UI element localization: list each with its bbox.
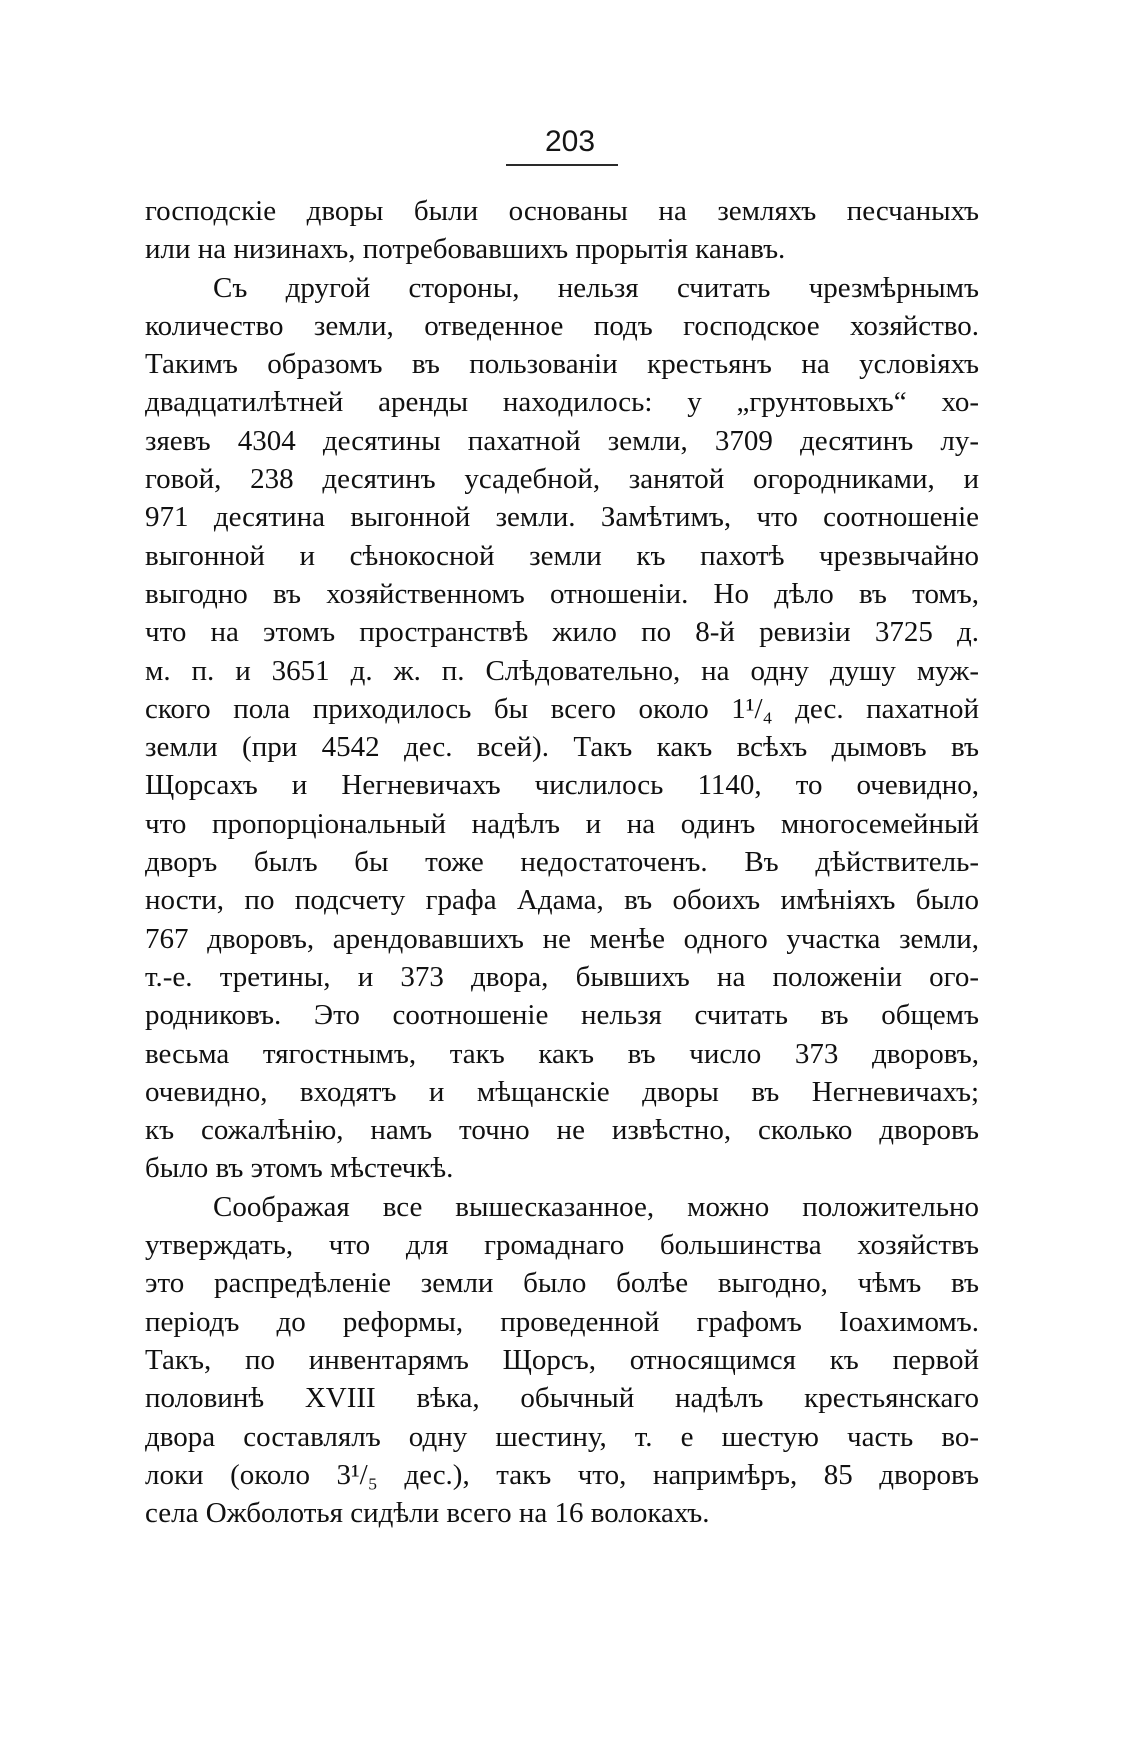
text-line: количество земли, отведенное подъ господское хозяйство. bbox=[145, 309, 979, 342]
text-line: Съ другой стороны, нельзя считать чрезмѣрнымъ bbox=[213, 271, 979, 304]
text-line: т.-е. третины, и 373 двора, бывшихъ на положеніи ого- bbox=[145, 960, 979, 993]
text-line: что на этомъ пространствѣ жило по 8-й ревизіи 3725 д. bbox=[145, 616, 979, 649]
text-line: Щорсахъ и Негневичахъ числилось 1140, то очевидно, bbox=[145, 769, 979, 802]
text-line: села Ожболотья сидѣли всего на 16 волокахъ. bbox=[145, 1497, 710, 1530]
text-line: половинѣ XVIII вѣка, обычный надѣлъ крестьянскаго bbox=[145, 1382, 979, 1415]
text-line: періодъ до реформы, проведенной графомъ Іоахимомъ. bbox=[145, 1305, 979, 1338]
text-line: Соображая все вышесказанное, можно положительно bbox=[213, 1190, 979, 1223]
text-line: было въ этомъ мѣстечкѣ. bbox=[145, 1152, 454, 1185]
text-line: 767 дворовъ, арендовавшихъ не менѣе одного участка земли, bbox=[145, 922, 979, 955]
text-line: Такимъ образомъ въ пользованіи крестьянъ на условіяхъ bbox=[145, 348, 979, 381]
text-line: или на низинахъ, потребовавшихъ прорытія канавъ. bbox=[145, 233, 786, 266]
text-line: ского пола приходилось бы всего около 1¹/₄ дес. пахатной bbox=[145, 692, 979, 725]
body-text bbox=[145, 192, 979, 1532]
text-line: весьма тягостнымъ, такъ какъ въ число 373 дворовъ, bbox=[145, 1037, 979, 1070]
text-line: что пропорціональный надѣлъ и на одинъ многосемейный bbox=[145, 807, 979, 840]
text-line: утверждать, что для громаднаго большинства хозяйствъ bbox=[145, 1229, 979, 1262]
text-line: выгодно въ хозяйственномъ отношеніи. Но дѣло въ томъ, bbox=[145, 577, 979, 610]
text-line: зяевъ 4304 десятины пахатной земли, 3709 десятинъ лу- bbox=[145, 424, 979, 457]
text-line: очевидно, входятъ и мѣщанскіе дворы въ Негневичахъ; bbox=[145, 1075, 979, 1108]
text-line: двора составлялъ одну шестину, т. е шестую часть во- bbox=[145, 1420, 979, 1453]
page-number: 203 bbox=[544, 125, 596, 158]
text-line: локи (около 3¹/₅ дес.), такъ что, напримѣръ, 85 дворовъ bbox=[145, 1458, 979, 1491]
text-line: м. п. и 3651 д. ж. п. Слѣдовательно, на одну душу муж- bbox=[145, 654, 979, 687]
text-line: это распредѣленіе земли было болѣе выгодно, чѣмъ въ bbox=[145, 1267, 979, 1300]
text-line: родниковъ. Это соотношеніе нельзя считать въ общемъ bbox=[145, 999, 979, 1032]
text-line: двадцатилѣтней аренды находилось: у „грунтовыхъ“ хо- bbox=[145, 386, 979, 419]
text-line: господскіе дворы были основаны на земляхъ песчаныхъ bbox=[145, 195, 979, 227]
text-line: земли (при 4542 дес. всей). Такъ какъ всѣхъ дымовъ въ bbox=[145, 731, 979, 764]
text-line: 971 десятина выгонной земли. Замѣтимъ, что соотношеніе bbox=[145, 501, 979, 534]
text-line: къ сожалѣнію, намъ точно не извѣстно, сколько дворовъ bbox=[145, 1114, 979, 1147]
text-line: говой, 238 десятинъ усадебной, занятой огородниками, и bbox=[145, 463, 979, 496]
text-line: выгонной и сѣнокосной земли къ пахотѣ чрезвычайно bbox=[145, 539, 979, 572]
text-line: дворъ былъ бы тоже недостаточенъ. Въ дѣйствитель- bbox=[145, 846, 979, 879]
page-number-underline bbox=[506, 164, 618, 166]
text-line: Такъ, по инвентарямъ Щорсъ, относящимся къ первой bbox=[145, 1343, 979, 1376]
text-line: ности, по подсчету графа Адама, въ обоихъ имѣніяхъ было bbox=[145, 884, 979, 917]
